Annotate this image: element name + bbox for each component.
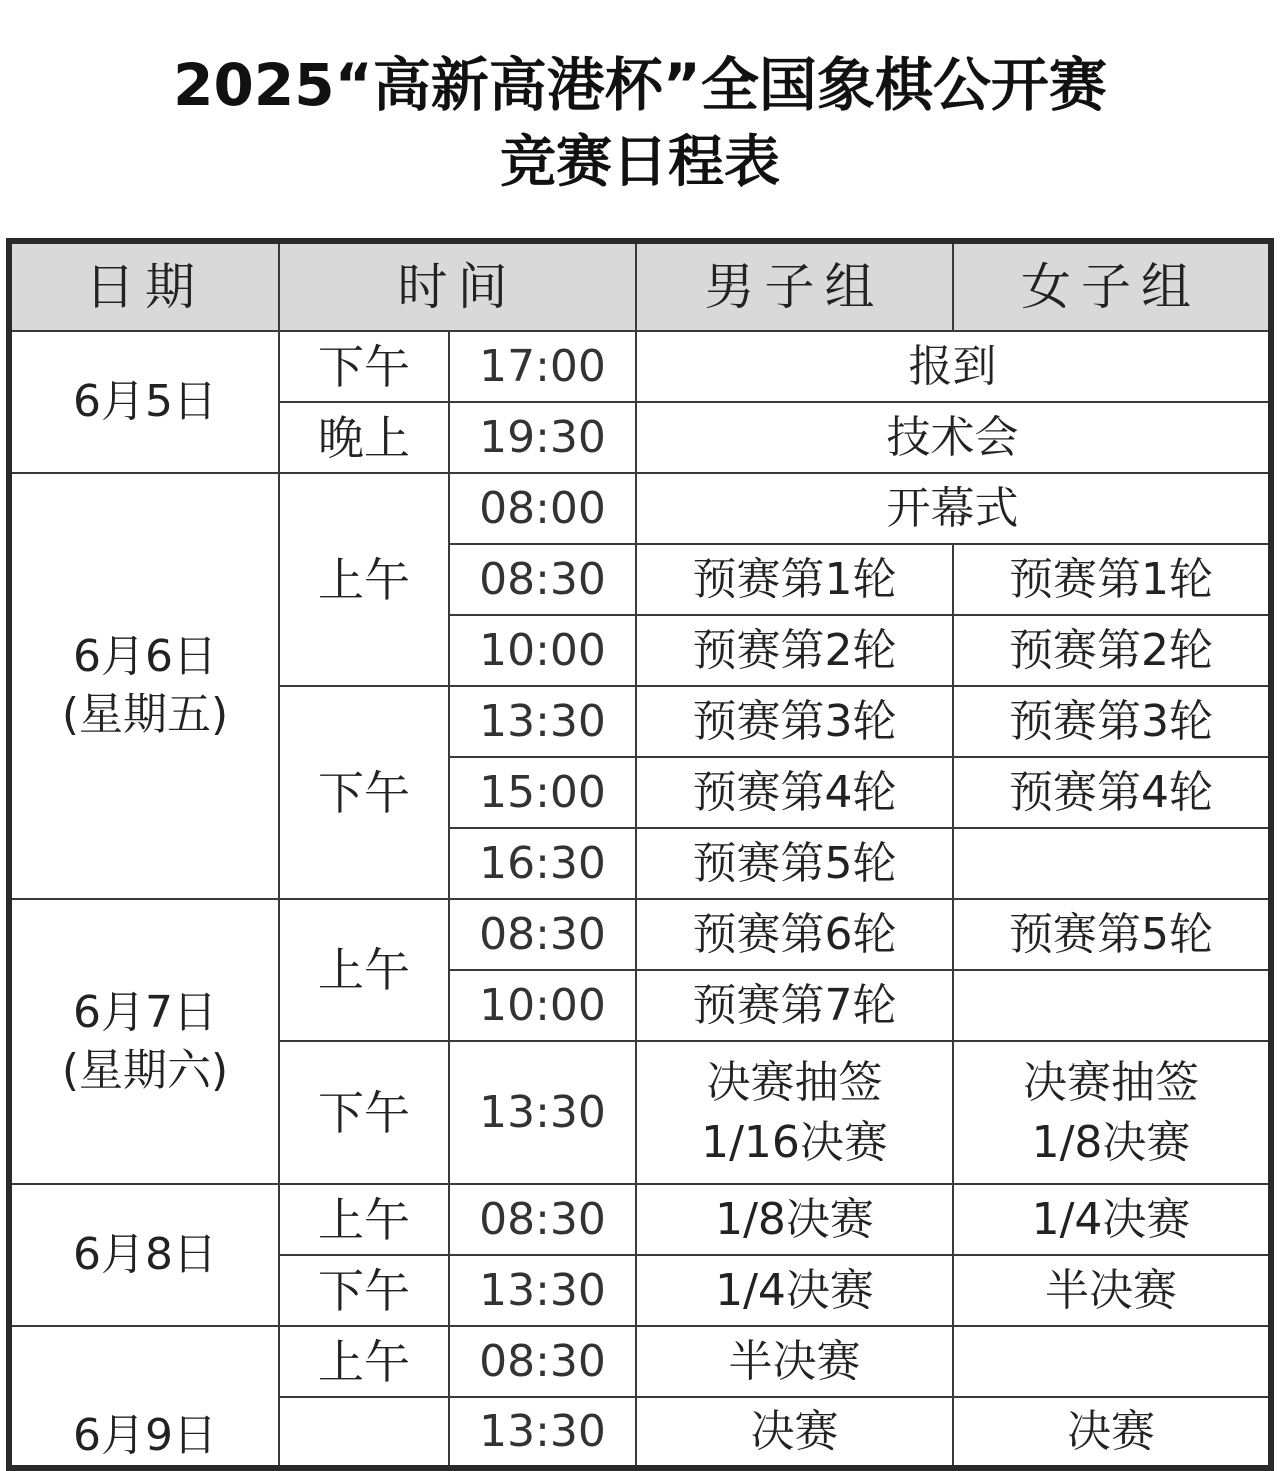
schedule-subtitle: 竞赛日程表 <box>500 130 780 195</box>
period-cell: 上午 <box>279 1326 449 1397</box>
women-event-cell <box>953 1326 1271 1397</box>
women-event-cell: 决赛 <box>953 1397 1271 1468</box>
period-cell <box>279 1397 449 1468</box>
time-cell: 13:30 <box>449 686 636 757</box>
period-cell: 上午 <box>279 473 449 686</box>
event-line: 1/8决赛 <box>1031 1116 1191 1168</box>
date-cell <box>9 473 279 899</box>
men-event-cell: 预赛第1轮 <box>636 544 953 615</box>
time-cell: 08:30 <box>449 1184 636 1255</box>
date-cell <box>9 899 279 1184</box>
shared-event-cell: 开幕式 <box>636 473 1271 544</box>
time-cell: 08:30 <box>449 899 636 970</box>
period-cell: 下午 <box>279 1255 449 1326</box>
event-line: 决赛抽签 <box>706 1056 883 1108</box>
col-header-men: 男子组 <box>636 241 953 331</box>
time-cell: 10:00 <box>449 970 636 1041</box>
col-header-time: 时间 <box>279 241 636 331</box>
women-event-cell: 1/4决赛 <box>953 1184 1271 1255</box>
period-cell: 下午 <box>279 331 449 402</box>
time-cell: 19:30 <box>449 402 636 473</box>
shared-event-cell: 技术会 <box>636 402 1271 473</box>
header-row <box>9 241 1271 331</box>
women-event-cell <box>953 1041 1271 1184</box>
date-cell <box>9 1184 279 1326</box>
men-event-cell: 半决赛 <box>636 1326 953 1397</box>
event-line: 1/16决赛 <box>701 1116 888 1168</box>
table-row <box>9 899 1271 970</box>
weekday-label: (星期六) <box>61 1044 229 1096</box>
period-cell: 晚上 <box>279 402 449 473</box>
date-cell <box>9 331 279 473</box>
table-row <box>9 1326 1271 1397</box>
men-event-cell: 预赛第7轮 <box>636 970 953 1041</box>
period-cell: 上午 <box>279 1184 449 1255</box>
date-label: 6月9日 <box>73 1410 217 1461</box>
time-cell: 08:30 <box>449 544 636 615</box>
women-event-cell: 预赛第4轮 <box>953 757 1271 828</box>
period-cell: 下午 <box>279 686 449 899</box>
event-line: 决赛抽签 <box>1023 1056 1199 1108</box>
date-label: 6月7日 <box>73 986 217 1038</box>
women-event-cell: 半决赛 <box>953 1255 1271 1326</box>
shared-event-cell: 报到 <box>636 331 1271 402</box>
period-cell: 上午 <box>279 899 449 1041</box>
men-event-cell <box>636 1041 953 1184</box>
women-event-cell: 预赛第5轮 <box>953 899 1271 970</box>
men-event-cell: 预赛第5轮 <box>636 828 953 899</box>
time-cell: 13:30 <box>449 1255 636 1326</box>
table-row <box>9 331 1271 402</box>
time-cell: 08:00 <box>449 473 636 544</box>
men-event-cell: 1/8决赛 <box>636 1184 953 1255</box>
men-event-cell: 预赛第4轮 <box>636 757 953 828</box>
col-header-date: 日期 <box>9 241 279 331</box>
weekday-label: (星期五) <box>61 689 229 740</box>
time-cell: 17:00 <box>449 331 636 402</box>
table-row <box>9 1184 1271 1255</box>
col-header-women: 女子组 <box>953 241 1271 331</box>
schedule-table <box>6 238 1274 1471</box>
time-cell: 13:30 <box>449 1041 636 1184</box>
men-event-cell: 1/4决赛 <box>636 1255 953 1326</box>
period-cell: 下午 <box>279 1041 449 1184</box>
date-label: 6月5日 <box>73 376 217 427</box>
men-event-cell: 预赛第3轮 <box>636 686 953 757</box>
time-cell: 10:00 <box>449 615 636 686</box>
date-cell <box>9 1326 279 1468</box>
women-event-cell: 预赛第3轮 <box>953 686 1271 757</box>
time-cell: 13:30 <box>449 1397 636 1468</box>
women-event-cell <box>953 970 1271 1041</box>
date-label: 6月6日 <box>73 631 217 682</box>
schedule-title: 2025“高新高港杯”全国象棋公开赛 <box>173 51 1107 119</box>
date-label: 6月8日 <box>73 1229 217 1280</box>
table-row <box>9 473 1271 544</box>
men-event-cell: 预赛第2轮 <box>636 615 953 686</box>
women-event-cell: 预赛第2轮 <box>953 615 1271 686</box>
time-cell: 15:00 <box>449 757 636 828</box>
men-event-cell: 预赛第6轮 <box>636 899 953 970</box>
time-cell: 08:30 <box>449 1326 636 1397</box>
men-event-cell: 决赛 <box>636 1397 953 1468</box>
women-event-cell <box>953 828 1271 899</box>
women-event-cell: 预赛第1轮 <box>953 544 1271 615</box>
time-cell: 16:30 <box>449 828 636 899</box>
